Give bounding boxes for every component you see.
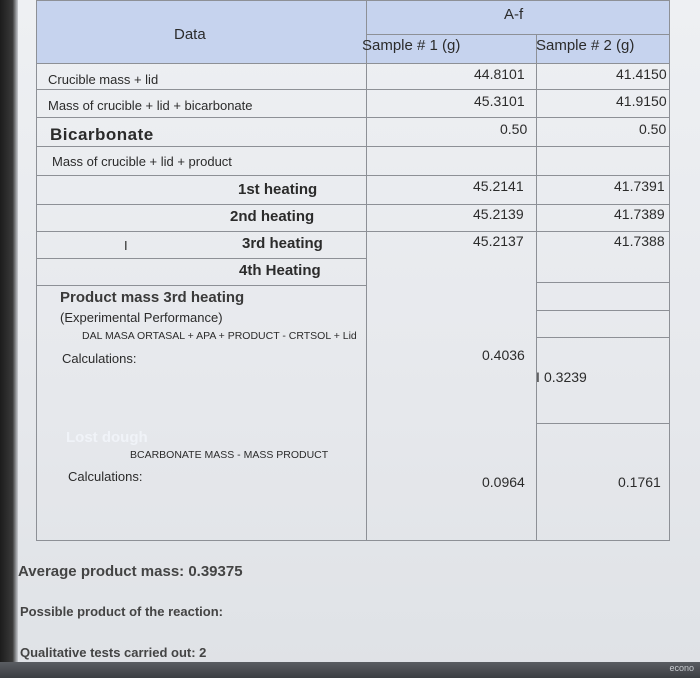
product-mass-title: Product mass 3rd heating — [60, 289, 245, 306]
marker-s2-product-mass: I — [536, 369, 540, 385]
lost-dough-calc-label: Calculations: — [68, 469, 143, 484]
sample2-header: Sample # 2 (g) — [536, 37, 635, 54]
value-s1-heat1: 45.2141 — [473, 178, 524, 194]
value-s2-heat3: 41.7388 — [614, 233, 665, 249]
value-s2-crucible-lid: 41.4150 — [616, 66, 667, 82]
row-label-product-header: Mass of crucible + lid + product — [52, 154, 232, 169]
row-label-bicarbonate: Bicarbonate — [50, 125, 154, 144]
value-s2-bicarbonate: 0.50 — [639, 121, 667, 137]
value-s1-crucible-lid: 44.8101 — [474, 66, 525, 82]
data-column-header: Data — [174, 26, 206, 43]
value-s2-heat2: 41.7389 — [614, 206, 665, 222]
sample1-header: Sample # 1 (g) — [362, 37, 461, 54]
value-s1-heat3: 45.2137 — [473, 233, 524, 249]
product-mass-calc-label: Calculations: — [62, 351, 137, 366]
row-label-heat2: 2nd heating — [230, 208, 315, 225]
row-label-heat3: 3rd heating — [242, 235, 323, 252]
value-s1-heat2: 45.2139 — [473, 206, 524, 222]
value-s1-product-mass: 0.4036 — [482, 347, 525, 363]
value-s1-crucible-bicarb: 45.3101 — [474, 93, 525, 109]
value-s1-lost-dough: 0.0964 — [482, 474, 525, 490]
data-table — [36, 0, 670, 540]
photo-edge — [0, 0, 18, 678]
value-s2-crucible-bicarb: 41.9150 — [616, 93, 667, 109]
qualitative-tests: Qualitative tests carried out: 2 — [20, 645, 207, 660]
value-s2-lost-dough: 0.1761 — [618, 474, 661, 490]
value-s2-heat1: 41.7391 — [614, 178, 665, 194]
product-mass-formula: DAL MASA ORTASAL + APA + PRODUCT - CRTSOL + Lid — [82, 330, 357, 342]
watermark: econo — [669, 663, 694, 673]
row-marker-heat3: I — [124, 238, 128, 253]
lost-dough-formula: BCARBONATE MASS - MASS PRODUCT — [130, 449, 329, 461]
row-label-crucible-bicarb: Mass of crucible + lid + bicarbonate — [48, 98, 253, 113]
product-mass-subtitle: (Experimental Performance) — [60, 310, 223, 325]
row-label-heat4: 4th Heating — [239, 262, 321, 279]
screen-bottom-bar — [0, 662, 700, 678]
average-product-mass: Average product mass: 0.39375 — [18, 563, 243, 580]
value-s2-product-mass: 0.3239 — [544, 369, 587, 385]
lost-dough-title: Lost dough — [66, 429, 148, 446]
row-label-crucible-lid: Crucible mass + lid — [48, 72, 159, 87]
row-label-heat1: 1st heating — [238, 181, 318, 198]
possible-product: Possible product of the reaction: — [20, 604, 223, 619]
group-label: A-f — [504, 6, 524, 23]
value-s1-bicarbonate: 0.50 — [500, 121, 528, 137]
